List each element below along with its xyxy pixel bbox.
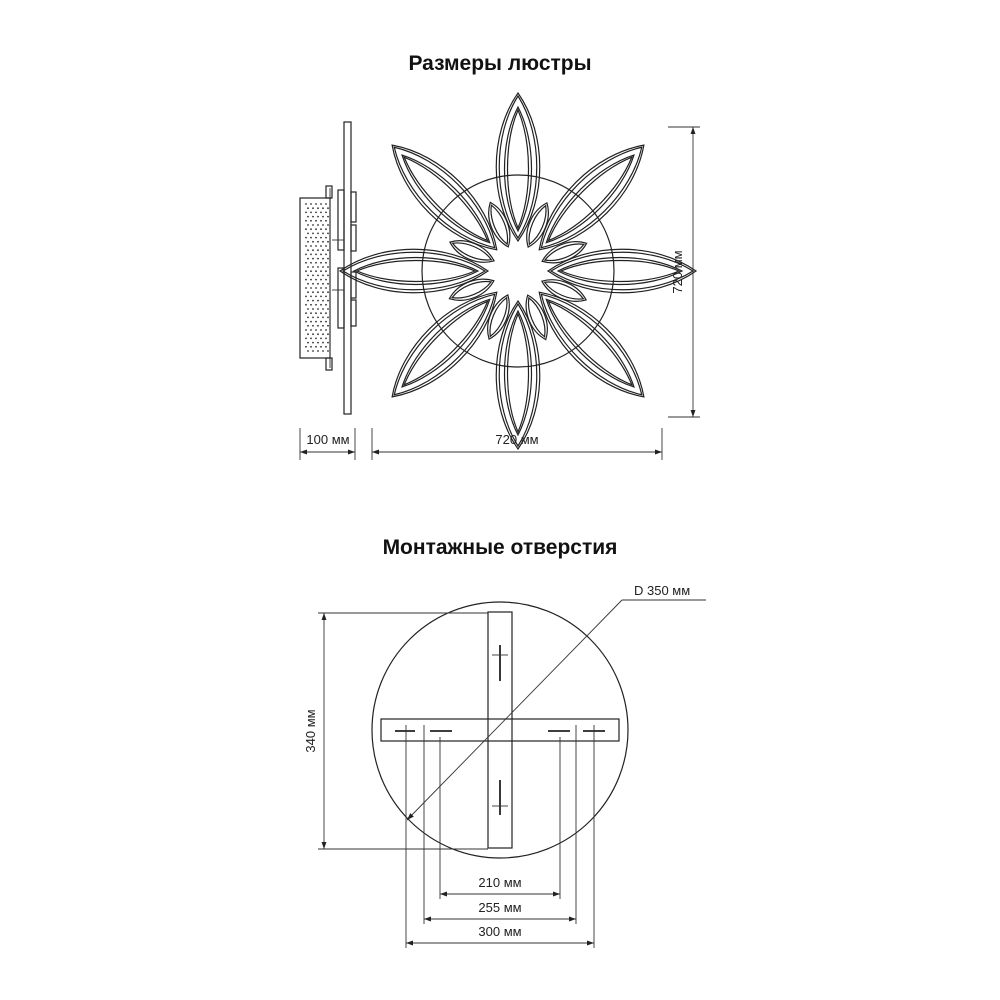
depth-label: 100 мм [306, 432, 350, 447]
diameter-label: D 350 мм [634, 583, 691, 598]
height-label: 720 мм [670, 250, 685, 294]
mounting-holes-title: Монтажные отверстия [382, 536, 618, 559]
chandelier-top-view [340, 93, 696, 449]
canopy-box [300, 198, 330, 358]
horizontal-bracket [381, 719, 619, 741]
width-label: 720 мм [495, 432, 539, 447]
mount-height-label: 340 мм [303, 709, 318, 753]
span-dimensions [406, 737, 594, 948]
width-dimension [372, 428, 662, 460]
span-255-label: 255 мм [478, 900, 522, 915]
diameter-dimension [407, 583, 706, 820]
depth-dimension [300, 428, 355, 460]
chandelier-dimensions-title: Размеры люстры [408, 52, 592, 75]
chandelier-base-disc [422, 175, 614, 367]
mounting-circle [372, 602, 628, 858]
canopy-perforation [305, 203, 329, 352]
span-300-label: 300 мм [478, 924, 522, 939]
span-210-label: 210 мм [478, 875, 522, 890]
mounting-plate-drawing [372, 602, 628, 858]
